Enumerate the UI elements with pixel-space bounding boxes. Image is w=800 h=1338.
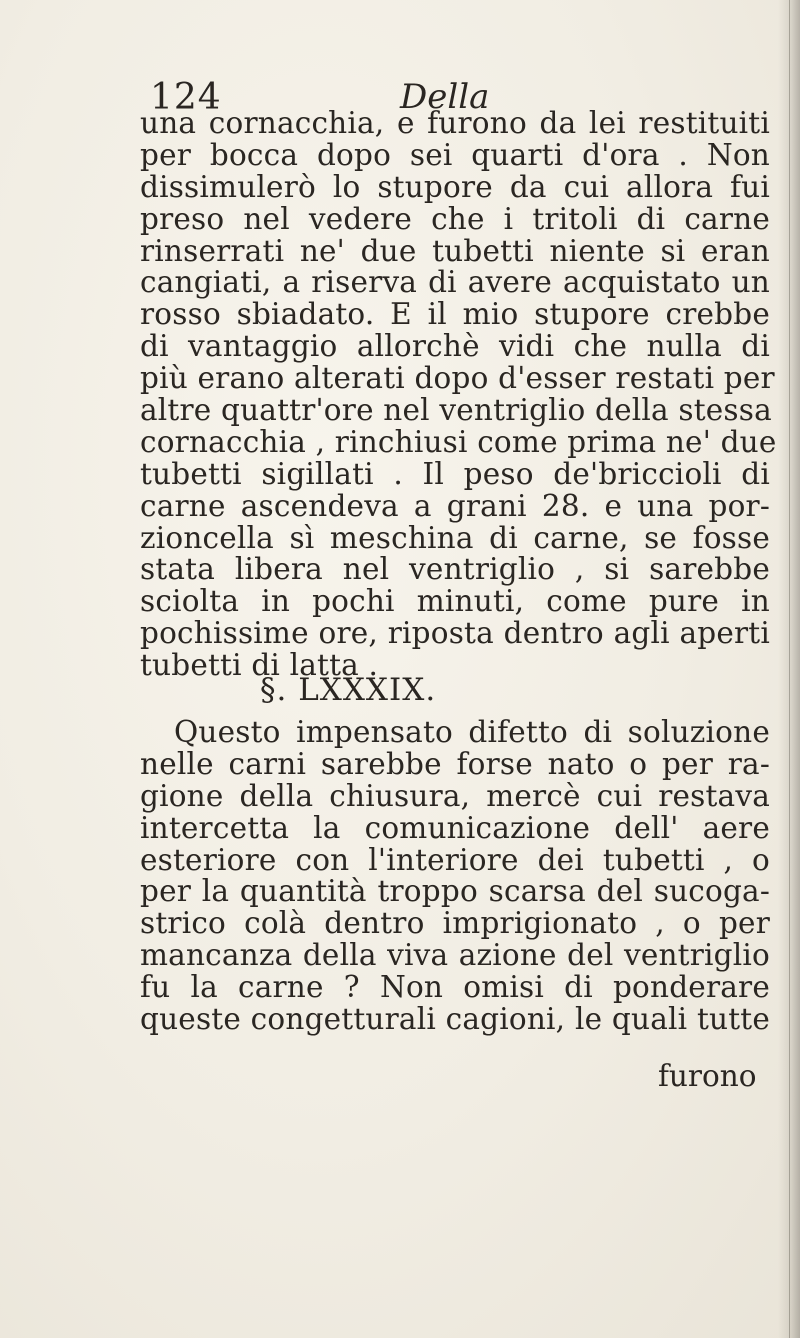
text-line: pochissime ore, riposta dentro agli aperti xyxy=(140,616,770,651)
text-line: stata libera nel ventriglio , si sarebbe xyxy=(140,552,770,587)
text-line: rinserrati ne' due tubetti niente si eran xyxy=(140,233,770,268)
text-line: altre quattr'ore nel ventriglio della stessa xyxy=(140,393,772,428)
paragraph-1 xyxy=(140,106,777,683)
paragraph-2 xyxy=(140,717,770,1036)
text-line: queste congetturali cagioni, le quali tutte xyxy=(140,1002,770,1037)
page-number: 124 xyxy=(150,77,222,118)
text-line: dissimulerò lo stupore da cui allora fui xyxy=(140,169,770,204)
text-line: gione della chiusura, mercè cui restava xyxy=(140,778,770,813)
text-line-last: tubetti di latta . xyxy=(140,648,379,683)
text-line: per bocca dopo sei quarti d'ora . Non xyxy=(140,137,770,172)
section-heading: §. LXXXIX. xyxy=(260,672,437,708)
text-line: sciolta in pochi minuti, come pure in xyxy=(140,584,770,619)
text-line: una cornacchia, e furono da lei restituiti xyxy=(140,106,770,140)
text-line: di vantaggio allorchè vidi che nulla di xyxy=(140,329,770,364)
text-line: zioncella sì meschina di carne, se fosse xyxy=(140,520,770,555)
text-line: più erano alterati dopo d'esser restati per xyxy=(140,361,775,396)
running-head: Della xyxy=(400,77,490,117)
text-line: tubetti sigillati . Il peso de'briccioli di xyxy=(140,456,770,491)
text-line: nelle carni sarebbe forse nato o per ra- xyxy=(140,746,770,781)
text-line: Questo impensato difetto di soluzione xyxy=(174,715,770,749)
text-line: per la quantità troppo scarsa del sucoga- xyxy=(140,874,770,909)
text-line: strico colà dentro imprigionato , o per xyxy=(140,906,770,941)
text-line: cangiati, a riserva di avere acquistato un xyxy=(140,265,770,300)
text-line: preso nel vedere che i tritoli di carne xyxy=(140,201,770,236)
page-edge-line xyxy=(789,0,790,1338)
text-line: cornacchia , rinchiusi come prima ne' due xyxy=(140,424,777,459)
text-line: fu la carne ? Non omisi di ponderare xyxy=(140,970,770,1005)
catchword: furono xyxy=(658,1059,757,1093)
text-line: carne ascendeva a grani 28. e una por- xyxy=(140,488,770,523)
text-line: esteriore con l'interiore dei tubetti , o xyxy=(140,842,770,877)
text-line: intercetta la comunicazione dell' aere xyxy=(140,810,770,845)
text-line: rosso sbiadato. E il mio stupore crebbe xyxy=(140,297,770,332)
text-line: mancanza della viva azione del ventriglio xyxy=(140,938,770,973)
